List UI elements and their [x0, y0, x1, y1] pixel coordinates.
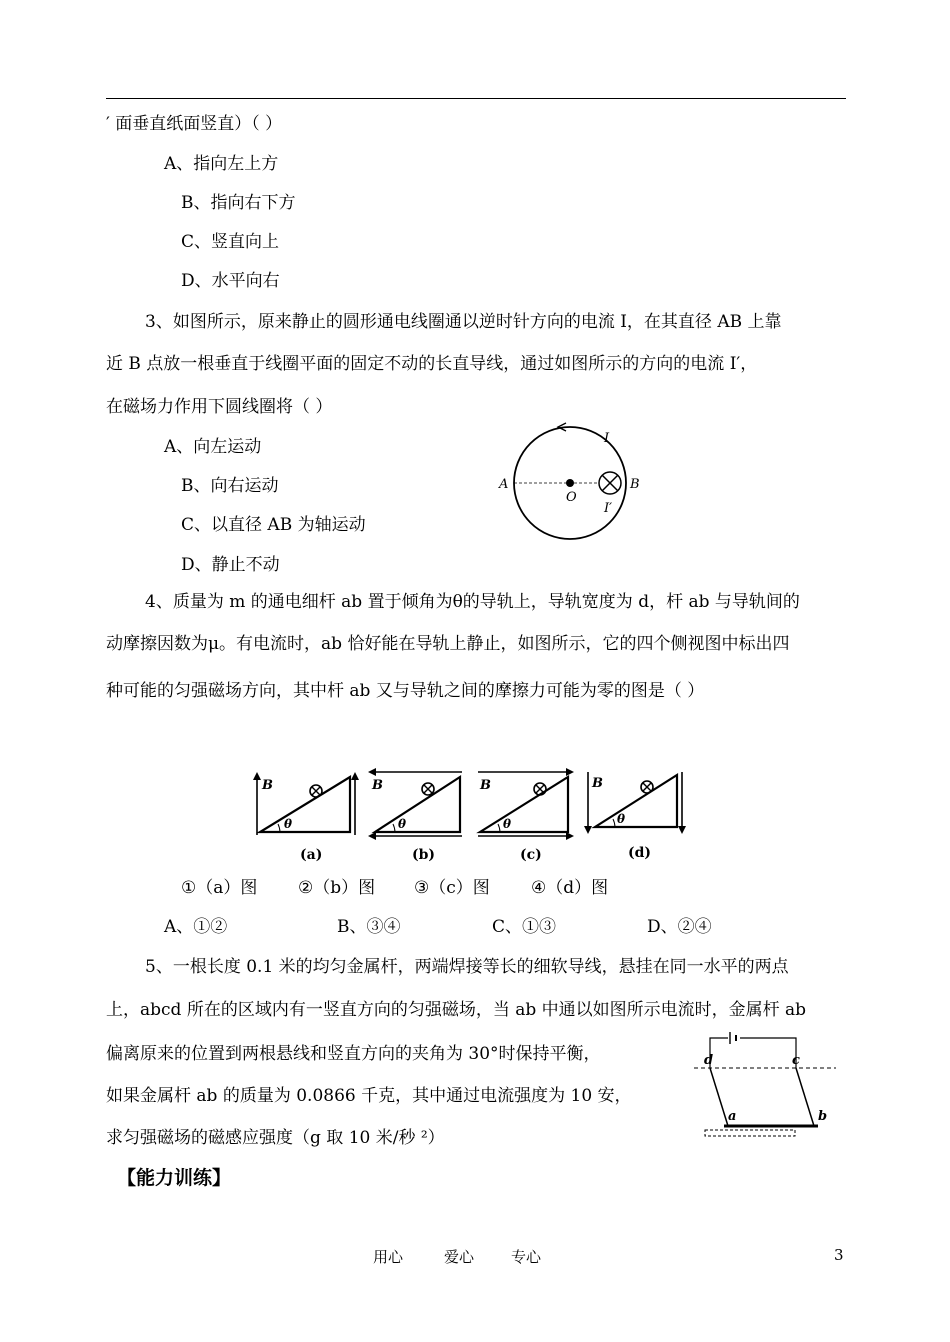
label-theta: θ	[617, 812, 626, 826]
q4-item-4: ④（d）图	[531, 878, 609, 898]
caption-d: (d)	[628, 845, 652, 861]
circuit-wire	[710, 1038, 796, 1068]
q3-option-c: C、以直径 AB 为轴运动	[181, 515, 366, 535]
wire-da	[710, 1068, 728, 1126]
q4-option-a: A、①②	[164, 917, 228, 937]
diagram-b	[368, 768, 462, 863]
q4-option-d: D、②④	[647, 917, 712, 937]
page-number: 3	[834, 1246, 844, 1264]
q2-tail: ′ 面垂直纸面竖直）（ ）	[106, 114, 283, 134]
q4-item-3: ③（c）图	[414, 878, 490, 898]
q2-option-c: C、竖直向上	[181, 232, 280, 252]
q4-item-2: ②（b）图	[298, 878, 376, 898]
q4-option-c: C、①③	[492, 917, 557, 937]
q4-option-b: B、③④	[337, 917, 401, 937]
label-a: a	[728, 1109, 737, 1124]
arrow-down-icon	[584, 826, 592, 834]
label-b: B	[480, 778, 491, 793]
footer-motto-2: 爱心	[444, 1248, 475, 1266]
footer-motto-3: 专心	[511, 1248, 542, 1266]
q4-incline-figures	[250, 765, 700, 865]
wire-cb	[796, 1068, 814, 1126]
q3-option-a: A、向左运动	[164, 437, 262, 457]
original-position	[705, 1130, 795, 1136]
label-a: A	[499, 477, 509, 492]
label-b: B	[630, 477, 640, 492]
arrow-left-icon	[368, 832, 376, 840]
section-title: 【能力训练】	[117, 1167, 232, 1189]
arrow-up-icon	[253, 772, 261, 780]
diagram-a	[253, 772, 359, 863]
caption-a: (a)	[300, 847, 323, 863]
label-i: I	[604, 431, 610, 446]
label-theta: θ	[284, 817, 293, 831]
label-b: B	[592, 776, 603, 791]
center-dot	[566, 479, 574, 487]
arrow-up-icon	[351, 772, 359, 780]
q4-line-2: 动摩擦因数为μ。有电流时，ab 恰好能在导轨上静止，如图所示，它的四个侧视图中标出四	[106, 634, 790, 654]
current-into-page-icon	[599, 472, 621, 494]
caption-c: (c)	[520, 847, 542, 863]
q2-option-b: B、指向右下方	[181, 193, 296, 213]
arrow-left-icon	[368, 768, 376, 776]
q5-line-2: 上，abcd 所在的区域内有一竖直方向的匀强磁场，当 ab 中通以如图所示电流时，金属杆 ab	[106, 1000, 807, 1020]
label-theta: θ	[398, 817, 407, 831]
q2-option-a: A、指向左上方	[164, 154, 279, 174]
label-o: O	[566, 490, 577, 505]
q5-line-5: 求匀强磁场的磁感应强度（g 取 10 米/秒 ²）	[106, 1128, 445, 1148]
rod-current-icon	[310, 785, 322, 797]
diagram-c	[478, 768, 574, 863]
q3-line-3: 在磁场力作用下圆线圈将（ ）	[106, 397, 333, 417]
label-i-prime: I′	[604, 501, 613, 516]
rod-current-icon	[641, 781, 653, 793]
q2-option-d: D、水平向右	[181, 271, 280, 291]
q5-rod-figure	[690, 1028, 840, 1148]
q4-line-3: 种可能的匀强磁场方向，其中杆 ab 又与导轨之间的摩擦力可能为零的图是（ ）	[106, 681, 705, 701]
label-d: d	[704, 1053, 714, 1068]
q5-line-4: 如果金属杆 ab 的质量为 0.0866 千克，其中通过电流强度为 10 安，	[106, 1086, 632, 1106]
header-rule	[106, 98, 846, 99]
q4-item-1: ①（a）图	[181, 878, 258, 898]
label-theta: θ	[503, 817, 512, 831]
rod-current-icon	[534, 783, 546, 795]
arrow-right-icon	[566, 832, 574, 840]
caption-b: (b)	[412, 847, 436, 863]
arrow-down-icon	[678, 826, 686, 834]
diagram-d	[584, 772, 686, 861]
q3-coil-figure	[490, 420, 650, 570]
q5-line-3: 偏离原来的位置到两根悬线和竖直方向的夹角为 30°时保持平衡，	[106, 1044, 601, 1064]
label-b: B	[372, 778, 383, 793]
label-c: c	[792, 1053, 800, 1068]
label-b: b	[818, 1109, 828, 1124]
q3-line-1: 3、如图所示，原来静止的圆形通电线圈通以逆时针方向的电流 I，在其直径 AB 上靠	[145, 312, 782, 332]
q4-line-1: 4、质量为 m 的通电细杆 ab 置于倾角为θ的导轨上，导轨宽度为 d，杆 ab 与导轨间的	[145, 592, 800, 612]
q3-line-2: 近 B 点放一根垂直于线圈平面的固定不动的长直导线，通过如图所示的方向的电流 I′，	[106, 354, 758, 374]
footer-motto-1: 用心	[373, 1248, 404, 1266]
q3-option-d: D、静止不动	[181, 555, 280, 575]
arrow-right-icon	[566, 768, 574, 776]
label-b: B	[262, 778, 273, 793]
rod-current-icon	[422, 783, 434, 795]
q5-line-1: 5、一根长度 0.1 米的均匀金属杆，两端焊接等长的细软导线，悬挂在同一水平的两点	[145, 957, 789, 977]
q3-option-b: B、向右运动	[181, 476, 279, 496]
